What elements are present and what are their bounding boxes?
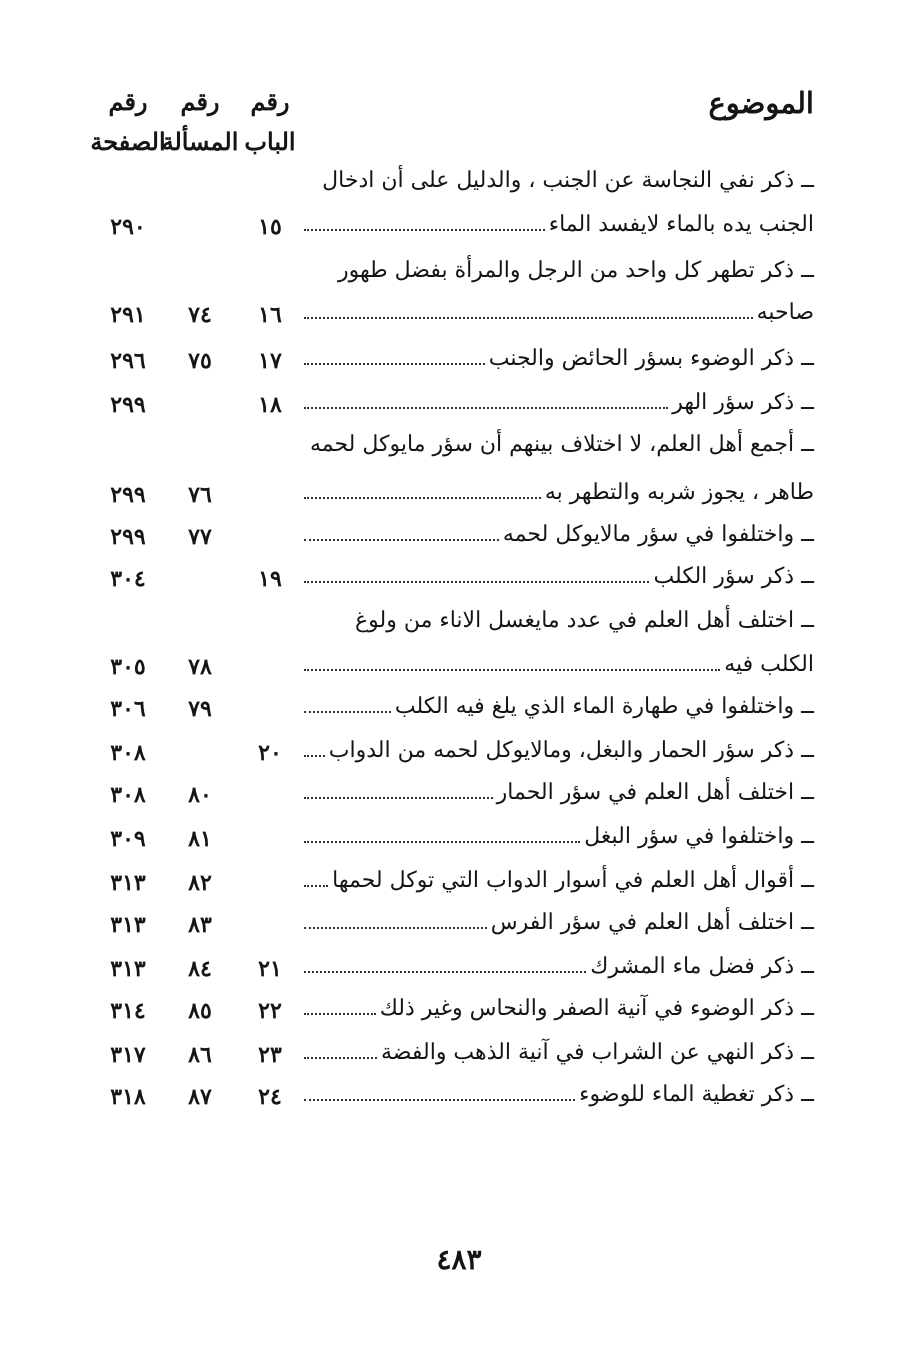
- toc-entry-text: ــ ذكر النهي عن الشراب في آنية الذهب والفضة: [381, 1040, 814, 1065]
- dot-leader: [304, 407, 668, 409]
- page-ref: ٣١٧: [110, 1042, 146, 1068]
- dot-leader: [304, 885, 328, 887]
- page-ref: ٢٩١: [110, 302, 146, 328]
- issue-number: ٨١: [188, 826, 212, 852]
- header-masala-line1: رقم: [180, 87, 220, 116]
- header-masala: [158, 82, 242, 162]
- dot-leader: [304, 229, 545, 231]
- dot-leader: [304, 711, 391, 713]
- dot-leader: [304, 669, 720, 671]
- header-safha: [86, 82, 170, 162]
- toc-entry-line: [304, 1082, 814, 1107]
- dot-leader: [304, 539, 499, 541]
- header-masala-line2: المسألة: [161, 127, 239, 156]
- toc-entry-text: الجنب يده بالماء لايفسد الماء: [548, 212, 814, 237]
- header-safha-line1: رقم: [108, 87, 148, 116]
- issue-number: ٧٤: [188, 302, 212, 328]
- toc-entry-line: [304, 694, 814, 719]
- toc-entry-line: [304, 168, 814, 193]
- issue-number: ٨٤: [188, 956, 212, 982]
- page-ref: ٣١٤: [110, 998, 146, 1024]
- page-ref: ٣٠٤: [110, 566, 146, 592]
- issue-number: ٨٥: [188, 998, 212, 1024]
- chapter-number: ٢٣: [258, 1042, 282, 1068]
- page-ref: ٣٠٥: [110, 654, 146, 680]
- page-ref: ٣١٣: [110, 912, 146, 938]
- toc-entry-text: ــ ذكر فضل ماء المشرك: [590, 954, 814, 979]
- page-ref: ٢٩٦: [110, 348, 146, 374]
- toc-entry-line: [304, 1040, 814, 1065]
- page-number: ٤٨٣: [436, 1243, 482, 1276]
- toc-entry-text: ــ واختلفوا في سؤر مالايوكل لحمه: [502, 522, 814, 547]
- page-ref: ٢٩٩: [110, 524, 146, 550]
- page-ref: ٣٠٦: [110, 696, 146, 722]
- toc-entry-text: ــ ذكر تغطية الماء للوضوء: [579, 1082, 814, 1107]
- toc-entry-line: [304, 390, 814, 415]
- header-topic: الموضوع: [708, 86, 814, 120]
- toc-entry-line: [304, 824, 814, 849]
- chapter-number: ٢١: [258, 956, 282, 982]
- toc-entry-line: [304, 868, 814, 893]
- page-ref: ٢٩٠: [110, 214, 146, 240]
- issue-number: ٧٨: [188, 654, 212, 680]
- toc-entry-text: ــ ذكر الوضوء بسؤر الحائض والجنب: [488, 346, 814, 371]
- dot-leader: [304, 1099, 575, 1101]
- issue-number: ٨٠: [188, 782, 212, 808]
- chapter-number: ١٩: [258, 566, 282, 592]
- toc-entry-text: ــ واختلفوا في طهارة الماء الذي يلغ فيه الكلب: [394, 694, 814, 719]
- toc-entry-line: [304, 346, 814, 371]
- toc-entry-text: صاحبه: [756, 300, 814, 325]
- dot-leader: [304, 317, 753, 319]
- page-ref: ٣١٣: [110, 870, 146, 896]
- toc-entry-text: ــ أجمع أهل العلم، لا اختلاف بينهم أن سؤر مايوكل لحمه: [309, 432, 814, 457]
- chapter-number: ٢٠: [258, 740, 282, 766]
- chapter-number: ١٧: [258, 348, 282, 374]
- toc-entry-line: [304, 652, 814, 677]
- dot-leader: [304, 1013, 376, 1015]
- toc-entry-line: [304, 212, 814, 237]
- issue-number: ٨٣: [188, 912, 212, 938]
- dot-leader: [304, 927, 487, 929]
- page-ref: ٢٩٩: [110, 482, 146, 508]
- toc-entry-line: [304, 954, 814, 979]
- dot-leader: [304, 797, 493, 799]
- issue-number: ٨٢: [188, 870, 212, 896]
- header-safha-line2: الصفحة: [90, 127, 166, 156]
- header-bab-line1: رقم: [250, 87, 290, 116]
- header-bab-line2: الباب: [244, 127, 296, 156]
- page-ref: ٣٠٩: [110, 826, 146, 852]
- toc-entry-line: [304, 432, 814, 457]
- toc-entry-text: الكلب فيه: [724, 652, 814, 677]
- toc-entry-text: ــ اختلف أهل العلم في عدد مايغسل الاناء من ولوغ: [355, 608, 814, 633]
- toc-entry-line: [304, 738, 814, 763]
- toc-entry-text: ــ ذكر سؤر الكلب: [653, 564, 814, 589]
- toc-entry-line: [304, 258, 814, 283]
- toc-entry-line: [304, 910, 814, 935]
- page-ref: ٣٠٨: [110, 740, 146, 766]
- toc-entry-line: [304, 780, 814, 805]
- page-ref: ٣١٣: [110, 956, 146, 982]
- toc-entry-text: طاهر ، يجوز شربه والتطهر به: [544, 480, 814, 505]
- toc-entry-text: ــ ذكر تطهر كل واحد من الرجل والمرأة بفضل طهور: [337, 258, 814, 283]
- toc-entry-line: [304, 522, 814, 547]
- chapter-number: ١٥: [258, 214, 282, 240]
- chapter-number: ١٨: [258, 392, 282, 418]
- dot-leader: [304, 755, 325, 757]
- issue-number: ٨٧: [188, 1084, 212, 1110]
- issue-number: ٧٧: [188, 524, 212, 550]
- dot-leader: [304, 841, 580, 843]
- dot-leader: [304, 971, 586, 973]
- toc-entry-text: ــ ذكر سؤر الحمار والبغل، ومالايوكل لحمه من الدواب: [328, 738, 814, 763]
- toc-entry-line: [304, 996, 814, 1021]
- dot-leader: [304, 581, 649, 583]
- chapter-number: ١٦: [258, 302, 282, 328]
- dot-leader: [304, 497, 541, 499]
- dot-leader: [304, 363, 485, 365]
- toc-entry-text: ــ أقوال أهل العلم في أسوار الدواب التي توكل لحمها: [332, 868, 814, 893]
- toc-entry-line: [304, 608, 814, 633]
- issue-number: ٧٩: [188, 696, 212, 722]
- toc-entry-text: ــ ذكر الوضوء في آنية الصفر والنحاس وغير ذلك: [379, 996, 814, 1021]
- toc-entry-line: [304, 564, 814, 589]
- chapter-number: ٢٤: [258, 1084, 282, 1110]
- issue-number: ٧٥: [188, 348, 212, 374]
- page-ref: ٣١٨: [110, 1084, 146, 1110]
- toc-entry-text: ــ اختلف أهل العلم في سؤر الفرس: [490, 910, 814, 935]
- page-ref: ٣٠٨: [110, 782, 146, 808]
- dot-leader: [304, 1057, 377, 1059]
- issue-number: ٧٦: [188, 482, 212, 508]
- toc-entry-line: [304, 300, 814, 325]
- chapter-number: ٢٢: [258, 998, 282, 1024]
- page-ref: ٢٩٩: [110, 392, 146, 418]
- toc-entry-text: ــ اختلف أهل العلم في سؤر الحمار: [496, 780, 814, 805]
- issue-number: ٨٦: [188, 1042, 212, 1068]
- toc-entry-line: [304, 480, 814, 505]
- toc-entry-text: ــ ذكر نفي النجاسة عن الجنب ، والدليل على أن ادخال: [322, 168, 814, 193]
- toc-entry-text: ــ واختلفوا في سؤر البغل: [584, 824, 814, 849]
- toc-entry-text: ــ ذكر سؤر الهر: [672, 390, 814, 415]
